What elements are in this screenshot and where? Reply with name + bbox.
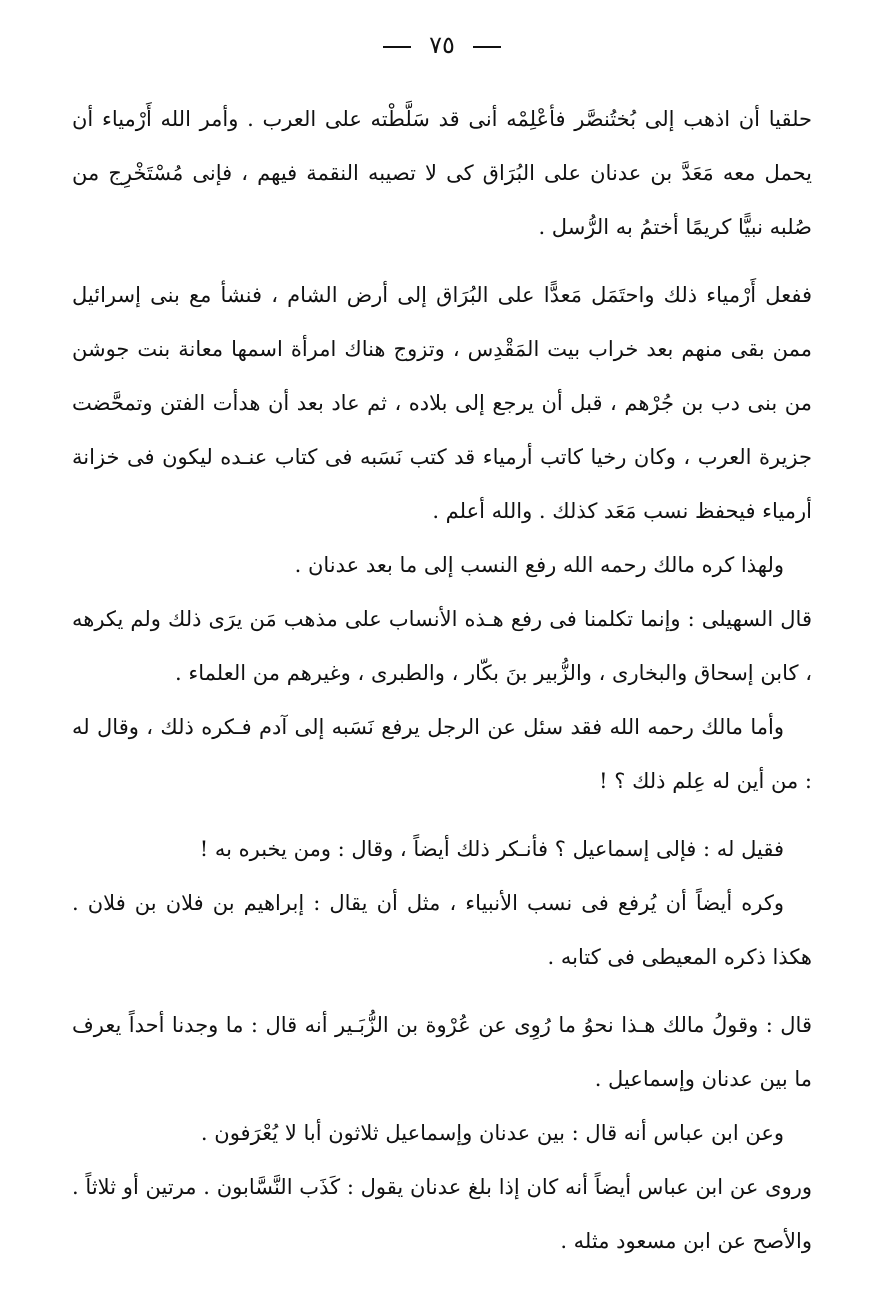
header-dash-left bbox=[383, 46, 411, 48]
paragraph: وروى عن ابن عباس أيضاً أنه كان إذا بلغ عدنان يقول : كَذَب النَّسَّابون . مرتين أو ثلاثاً . والأصح عن ابن مسعود مثله . bbox=[72, 1175, 812, 1253]
page-body bbox=[72, 92, 812, 1268]
paragraph: وعن ابن عباس أنه قال : بين عدنان وإسماعيل ثلاثون أبا لا يُعْرَفون . bbox=[200, 1121, 784, 1145]
paragraph: ولهذا كره مالك رحمه الله رفع النسب إلى ما بعد عدنان . bbox=[294, 553, 784, 577]
page-header bbox=[0, 30, 884, 60]
header-dash-right bbox=[473, 46, 501, 48]
paragraph: ففعل أَرْمياء ذلك واحتَمَل مَعدًّا على البُرَاق إلى أرض الشام ، فنشأ مع بنى إسرائيل ممن بقى منهم بعد خراب بيت المَقْدِس ، وتزوج هناك امرأة اسمها معانة بنت جوشن من بنى دب بن جُرْهم ، قبل أن يرجع إلى بلاده ، ثم عاد بعد أن هدأت الفتن وتمحَّضت جزيرة العرب ، وكان رخيا كاتب أرمياء قد كتب نَسَبه فى كتاب عنـده ليكون فى خزانة أرمياء فيحفظ نسب مَعَد كذلك . والله أعلم . bbox=[72, 283, 812, 523]
page-number: ٧٥ bbox=[429, 31, 455, 59]
paragraph: وكره أيضاً أن يُرفع فى نسب الأنبياء ، مثل أن يقال : إبراهيم بن فلان بن فلان . هكذا ذكره المعيطى فى كتابه . bbox=[72, 891, 812, 969]
paragraph: قال السهيلى : وإنما تكلمنا فى رفع هـذه الأنساب على مذهب مَن يرَى ذلك ولم يكرهه ، كابن إسحاق والبخارى ، والزُّبير بنَ بكّار ، والطبرى ، وغيرهم من العلماء . bbox=[72, 607, 812, 685]
paragraph: قال : وقولُ مالك هـذا نحوُ ما رُوِى عن عُرْوة بن الزُّبَـير أنه قال : ما وجدنا أحداً يعرف ما بين عدنان وإسماعيل . bbox=[72, 1013, 812, 1091]
paragraph: وأما مالك رحمه الله فقد سئل عن الرجل يرفع نَسَبه إلى آدم فـكره ذلك ، وقال له : من أين له عِلم ذلك ؟ ! bbox=[72, 715, 812, 793]
paragraph: فقيل له : فإلى إسماعيل ؟ فأنـكر ذلك أيضاً ، وقال : ومن يخبره به ! bbox=[199, 837, 784, 861]
paragraph: حلقيا أن اذهب إلى بُختُنصَّر فأعْلِمْه أنى قد سَلَّطْته على العرب . وأمر الله أَرْمياء أن يحمل معه مَعَدَّ بن عدنان على البُرَاق كى لا تصيبه النقمة فيهم ، فإنى مُسْتَخْرِج من صُلبه نبيًّا كريمًا أختمُ به الرُّسل . bbox=[72, 107, 812, 239]
